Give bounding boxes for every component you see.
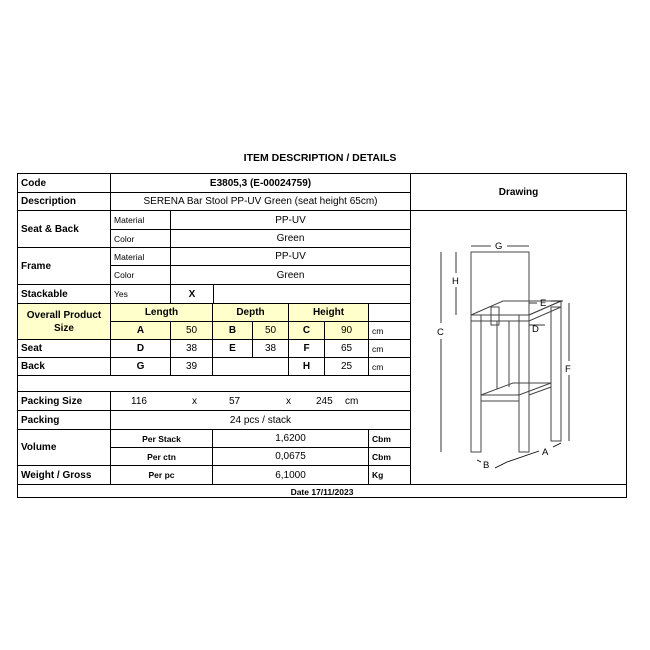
code-label: Code — [18, 174, 111, 193]
page-title: ITEM DESCRIPTION / DETAILS — [243, 152, 397, 164]
stackable-blank — [214, 285, 411, 304]
drawing-letter-c: C — [437, 327, 444, 338]
stackable-yes: Yes — [111, 285, 171, 304]
seat-front — [471, 315, 529, 321]
seat-back-color: Green — [171, 230, 411, 248]
spec-sheet — [17, 173, 632, 498]
per-stack-label: Per Stack — [111, 430, 213, 448]
dim-g-value: 39 — [171, 358, 213, 376]
seat-back-material-label: Material — [111, 211, 171, 230]
weight-label: Weight / Gross — [18, 466, 111, 485]
dim-e-letter: E — [213, 340, 253, 358]
seat-back-label: Seat & Back — [18, 211, 111, 248]
drawing-letter-a: A — [542, 447, 549, 458]
drawing-area — [411, 211, 626, 485]
per-ctn-value: 0,0675 — [213, 448, 369, 466]
packing-x1: x — [192, 395, 197, 407]
per-stack-value: 1,6200 — [213, 430, 369, 448]
dim-g-letter: G — [111, 358, 171, 376]
packing-length: 116 — [131, 395, 147, 407]
dim-a-letter: A — [111, 322, 171, 340]
height-header: Height — [289, 304, 369, 322]
spacer-row — [18, 376, 411, 392]
seat-label: Seat — [18, 340, 111, 358]
per-pc-value: 6,1000 — [213, 466, 369, 485]
dim-b-value: 50 — [253, 322, 289, 340]
back-unit: cm — [369, 358, 411, 376]
dim-d-letter: D — [111, 340, 171, 358]
drawing-label: Drawing — [411, 174, 626, 211]
dim-f-value: 65 — [325, 340, 369, 358]
description-label: Description — [18, 193, 111, 211]
packing-size-values — [111, 392, 411, 411]
drawing-letter-g: G — [495, 241, 503, 252]
per-stack-unit: Cbm — [369, 430, 411, 448]
front-left-leg-top — [491, 307, 499, 325]
packing-label: Packing — [18, 411, 111, 430]
spec-table — [17, 173, 627, 498]
packing-unit: cm — [345, 395, 359, 407]
packing-value: 24 pcs / stack — [111, 411, 411, 430]
date-footer: Date 17/11/2023 — [290, 486, 354, 497]
depth-header: Depth — [213, 304, 289, 322]
per-pc-unit: Kg — [369, 466, 411, 485]
drawing-panel — [411, 174, 628, 499]
dim-f-letter: F — [289, 340, 325, 358]
dim-h-letter: H — [289, 358, 325, 376]
per-ctn-unit: Cbm — [369, 448, 411, 466]
frame-color-label: Color — [111, 266, 171, 285]
code-value: E3805,3 (E-00024759) — [111, 174, 411, 193]
dim-c-letter: C — [289, 322, 325, 340]
back-label: Back — [18, 358, 111, 376]
frame-label: Frame — [18, 248, 111, 285]
back-left-leg — [471, 315, 481, 452]
back-blank — [213, 358, 289, 376]
dim-a-value: 50 — [171, 322, 213, 340]
packing-width: 57 — [229, 395, 241, 407]
stackable-label: Stackable — [18, 285, 111, 304]
backrest-shape — [471, 252, 529, 315]
seat-unit: cm — [369, 340, 411, 358]
length-header: Length — [111, 304, 213, 322]
dim-b-letter: B — [213, 322, 253, 340]
dim-e-value: 38 — [253, 340, 289, 358]
dim-c-value: 90 — [325, 322, 369, 340]
front-right-leg — [551, 307, 561, 441]
frame-color: Green — [171, 266, 411, 285]
dim-d-value: 38 — [171, 340, 213, 358]
bar-stool-drawing — [411, 211, 626, 485]
per-ctn-label: Per ctn — [111, 448, 213, 466]
frame-material: PP-UV — [171, 248, 411, 266]
per-pc-label: Per pc — [111, 466, 213, 485]
drawing-letter-h: H — [452, 276, 459, 287]
overall-unit: cm — [369, 322, 411, 340]
drawing-letter-e: E — [540, 298, 547, 309]
footrest — [481, 383, 551, 395]
seat-back-color-label: Color — [111, 230, 171, 248]
packing-size-label: Packing Size — [18, 392, 111, 411]
frame-material-label: Material — [111, 248, 171, 266]
drawing-letter-d: D — [532, 324, 539, 335]
volume-label: Volume — [18, 430, 111, 466]
packing-height: 245 — [316, 395, 333, 407]
overall-size-label: Overall Product Size — [18, 304, 111, 340]
dim-h-value: 25 — [325, 358, 369, 376]
stackable-mark: X — [171, 285, 214, 304]
drawing-letter-f: F — [565, 364, 571, 375]
unit-blank — [369, 304, 411, 322]
description-value: SERENA Bar Stool PP-UV Green (seat height 65cm) — [111, 193, 411, 211]
seat-back-material: PP-UV — [171, 211, 411, 230]
packing-x2: x — [286, 395, 291, 407]
drawing-letter-b: B — [483, 460, 490, 471]
